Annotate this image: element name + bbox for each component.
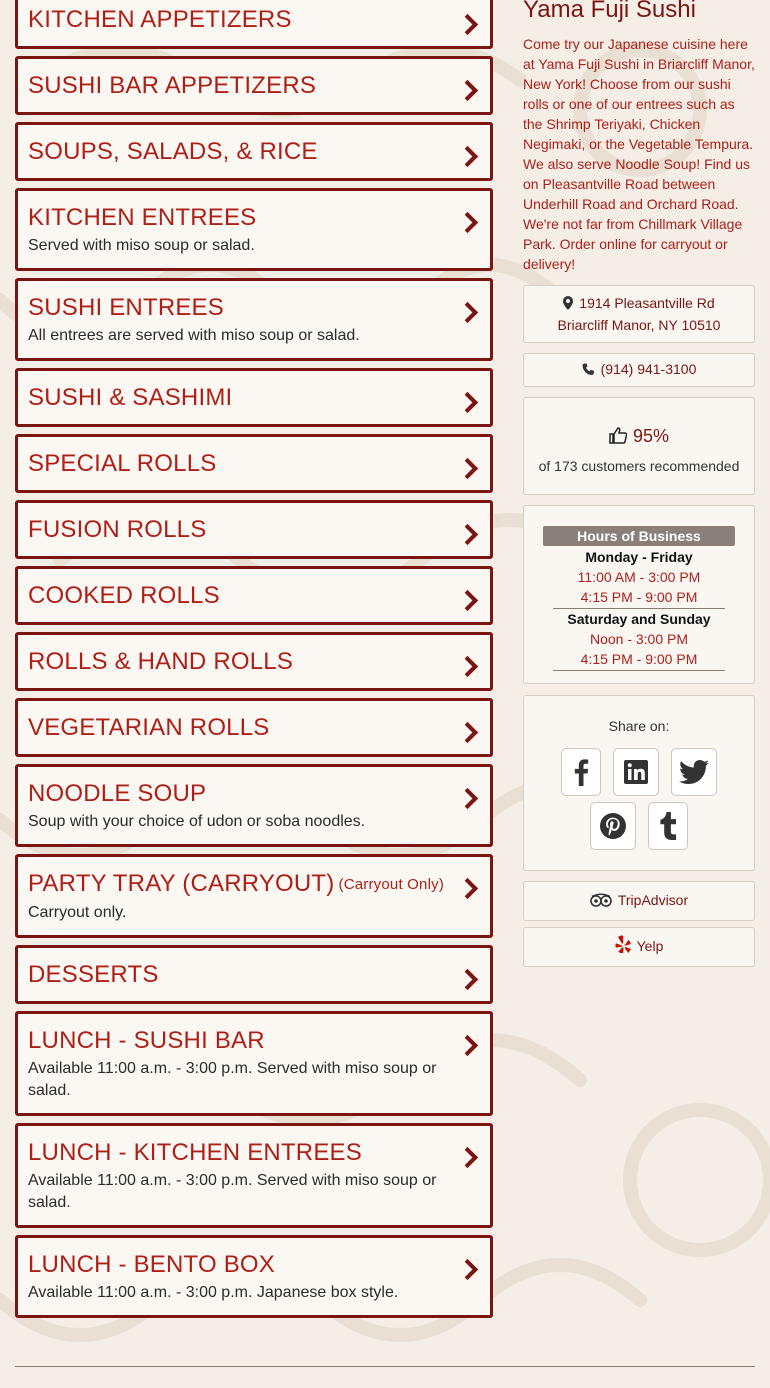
category-title: SPECIAL ROLLS [28,450,217,477]
menu-category[interactable] [15,698,493,757]
category-description: All entrees are served with miso soup or salad. [28,327,360,344]
tumblr-icon[interactable] [648,802,688,850]
category-title: FUSION ROLLS [28,516,207,543]
map-marker-icon [563,295,573,315]
menu-category-list [15,0,493,1325]
category-description: Served with miso soup or salad. [28,237,255,254]
pinterest-icon[interactable] [590,802,636,850]
menu-category[interactable] [15,764,493,847]
menu-category[interactable] [15,566,493,625]
category-title: VEGETARIAN ROLLS [28,714,270,741]
chevron-right-icon [458,13,478,35]
menu-category[interactable] [15,632,493,691]
footer-divider [15,1366,755,1367]
phone-icon [582,361,595,381]
phone-number: (914) 941-3100 [600,361,697,377]
chevron-right-icon [458,589,478,611]
menu-category[interactable] [15,500,493,559]
rating-caption: of 173 customers recommended [538,458,740,474]
thumbs-up-icon [609,426,627,450]
chevron-right-icon [458,211,478,233]
yelp-link[interactable] [523,927,755,967]
chevron-right-icon [458,787,478,809]
address-button[interactable] [523,285,755,343]
tripadvisor-label: TripAdvisor [617,892,689,908]
menu-category[interactable] [15,0,493,49]
menu-category[interactable] [15,945,493,1004]
chevron-right-icon [458,523,478,545]
hours-time: 4:15 PM - 9:00 PM [580,589,698,605]
menu-category[interactable] [15,1235,493,1318]
category-description: Available 11:00 a.m. - 3:00 p.m. Served with miso soup or salad. [28,1060,437,1099]
rating-percent: 95% [632,426,670,446]
chevron-right-icon [458,1146,478,1168]
facebook-icon[interactable] [561,748,601,796]
category-title: SUSHI BAR APPETIZERS [28,72,317,99]
share-box [523,695,755,871]
chevron-right-icon [458,1258,478,1280]
menu-category[interactable] [15,1011,493,1116]
category-title: COOKED ROLLS [28,582,220,609]
menu-category[interactable] [15,368,493,427]
category-description: Available 11:00 a.m. - 3:00 p.m. Served with miso soup or salad. [28,1172,437,1211]
menu-category[interactable] [15,188,493,271]
chevron-right-icon [458,655,478,677]
category-description: Carryout only. [28,904,127,921]
chevron-right-icon [458,457,478,479]
chevron-right-icon [458,79,478,101]
hours-day: Saturday and Sunday [567,611,711,627]
restaurant-name: Yama Fuji Sushi [523,0,696,23]
tripadvisor-icon [590,891,612,913]
menu-category[interactable] [15,278,493,361]
chevron-right-icon [458,968,478,990]
restaurant-description: Come try our Japanese cuisine here at Yama Fuji Sushi in Briarcliff Manor, New York! Choose from our sushi rolls or one of our entrees such as the Shrimp Teriyaki, Chicken Negimaki, or the Vegetable Tempura. We also serve Noodle Soup! Find us on Pleasantville Road between Underhill Road and Orchard Road. We're not far from Chillmark Village Park. Order online for carryout or delivery! [523,36,755,272]
category-title: LUNCH - SUSHI BAR [28,1027,265,1054]
address-line1: 1914 Pleasantville Rd [579,295,715,311]
hours-header: Hours of Business [543,526,735,546]
tripadvisor-link[interactable] [523,881,755,921]
hours-time: Noon - 3:00 PM [589,631,689,647]
category-description: Soup with your choice of udon or soba noodles. [28,813,366,830]
category-title: KITCHEN ENTREES [28,204,257,231]
hours-time: 4:15 PM - 9:00 PM [580,651,698,667]
yelp-label: Yelp [636,938,664,954]
category-description: Available 11:00 a.m. - 3:00 p.m. Japanese box style. [28,1284,399,1301]
sidebar [523,0,755,973]
category-title: KITCHEN APPETIZERS [28,6,292,33]
hours-group [553,609,725,671]
linkedin-icon[interactable] [613,748,659,796]
hours-time: 11:00 AM - 3:00 PM [577,569,701,585]
chevron-right-icon [458,877,478,899]
hours-day: Monday - Friday [585,549,693,565]
category-title: SOUPS, SALADS, & RICE [28,138,318,165]
phone-button[interactable] [523,353,755,387]
menu-category[interactable] [15,854,493,938]
category-title: SUSHI & SASHIMI [28,384,233,411]
category-note: (Carryout Only) [338,876,445,893]
chevron-right-icon [458,1034,478,1056]
yelp-icon [615,935,631,959]
category-title: NOODLE SOUP [28,780,207,807]
hours-box [523,505,755,684]
rating-box [523,397,755,495]
address-line2: Briarcliff Manor, NY 10510 [557,317,721,333]
hours-group [553,547,725,609]
category-title: LUNCH - BENTO BOX [28,1251,275,1278]
category-title: SUSHI ENTREES [28,294,224,321]
chevron-right-icon [458,721,478,743]
category-title: ROLLS & HAND ROLLS [28,648,294,675]
chevron-right-icon [458,301,478,323]
menu-category[interactable] [15,1123,493,1228]
chevron-right-icon [458,391,478,413]
category-title: PARTY TRAY (CARRYOUT) (Carryout Only) [28,870,445,897]
category-title: DESSERTS [28,961,159,988]
share-label: Share on: [608,718,670,734]
menu-category[interactable] [15,56,493,115]
twitter-icon[interactable] [671,748,717,796]
category-title: LUNCH - KITCHEN ENTREES [28,1139,362,1166]
menu-category[interactable] [15,434,493,493]
chevron-right-icon [458,145,478,167]
menu-category[interactable] [15,122,493,181]
